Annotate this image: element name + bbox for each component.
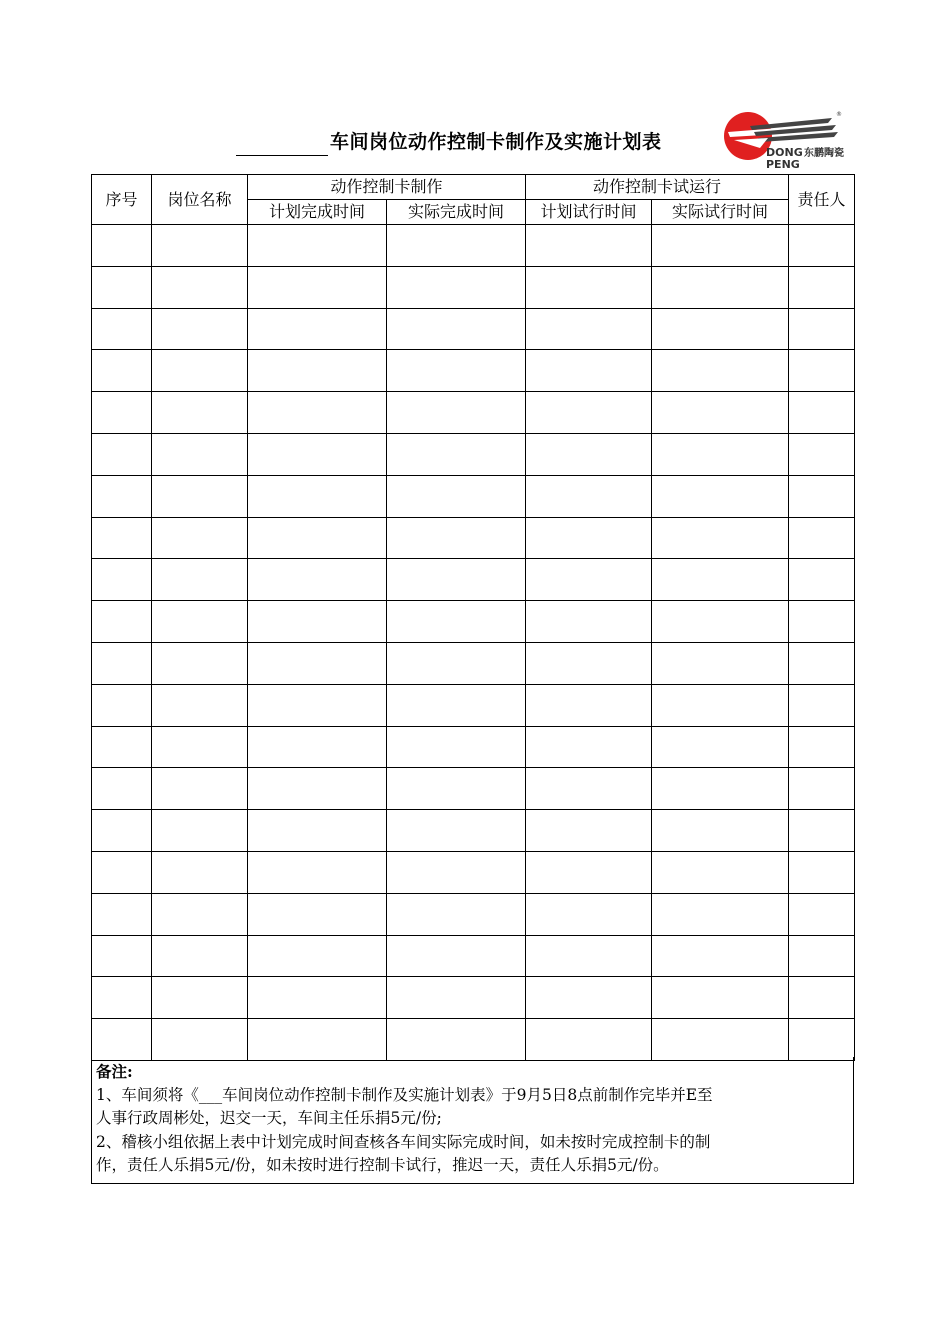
table-cell[interactable]	[789, 225, 855, 267]
table-cell[interactable]	[387, 433, 526, 475]
table-cell[interactable]	[789, 977, 855, 1019]
table-cell[interactable]	[652, 517, 789, 559]
table-cell[interactable]	[789, 935, 855, 977]
table-cell[interactable]	[387, 475, 526, 517]
table-row	[92, 642, 855, 684]
table-cell[interactable]	[789, 266, 855, 308]
table-cell[interactable]	[526, 977, 652, 1019]
table-cell[interactable]	[789, 559, 855, 601]
table-cell[interactable]	[526, 517, 652, 559]
table-cell[interactable]	[652, 266, 789, 308]
table-cell[interactable]	[248, 433, 387, 475]
table-cell[interactable]	[652, 601, 789, 643]
table-cell[interactable]	[152, 601, 248, 643]
table-cell[interactable]	[789, 308, 855, 350]
table-row	[92, 517, 855, 559]
header-card-trial: 动作控制卡试运行	[526, 175, 789, 200]
note-1-line-a: 1、车间须将《___车间岗位动作控制卡制作及实施计划表》于9月5日8点前制作完毕并E至	[96, 1085, 713, 1104]
table-cell[interactable]	[526, 475, 652, 517]
svg-text:®: ®	[836, 111, 842, 118]
table-cell[interactable]	[248, 642, 387, 684]
table-cell[interactable]	[526, 810, 652, 852]
table-cell[interactable]	[387, 601, 526, 643]
table-cell[interactable]	[248, 350, 387, 392]
table-cell[interactable]	[92, 642, 152, 684]
table-cell[interactable]	[92, 810, 152, 852]
table-cell[interactable]	[92, 433, 152, 475]
page-title: 车间岗位动作控制卡制作及实施计划表	[330, 131, 662, 153]
header-owner: 责任人	[789, 175, 855, 225]
table-cell[interactable]	[152, 308, 248, 350]
table-row	[92, 726, 855, 768]
table-cell[interactable]	[92, 601, 152, 643]
table-cell[interactable]	[652, 977, 789, 1019]
table-cell[interactable]	[652, 810, 789, 852]
table-row	[92, 893, 855, 935]
table-cell[interactable]	[526, 684, 652, 726]
table-row	[92, 475, 855, 517]
table-cell[interactable]	[387, 350, 526, 392]
table-cell[interactable]	[92, 475, 152, 517]
table-cell[interactable]	[92, 684, 152, 726]
table-cell[interactable]	[92, 935, 152, 977]
table-cell[interactable]	[152, 225, 248, 267]
table-cell[interactable]	[248, 266, 387, 308]
table-cell[interactable]	[526, 225, 652, 267]
table-cell[interactable]	[789, 684, 855, 726]
table-cell[interactable]	[652, 935, 789, 977]
notes-label: 备注:	[96, 1062, 133, 1081]
table-cell[interactable]	[248, 225, 387, 267]
table-cell[interactable]	[387, 977, 526, 1019]
table-cell[interactable]	[387, 1019, 526, 1061]
table-row	[92, 392, 855, 434]
table-cell[interactable]	[152, 350, 248, 392]
table-cell[interactable]	[92, 768, 152, 810]
header-actual-trial: 实际试行时间	[652, 200, 789, 225]
table-cell[interactable]	[248, 851, 387, 893]
table-cell[interactable]	[248, 392, 387, 434]
table-cell[interactable]	[652, 433, 789, 475]
table-cell[interactable]	[789, 810, 855, 852]
table-row	[92, 977, 855, 1019]
table-cell[interactable]	[92, 726, 152, 768]
table-cell[interactable]	[387, 810, 526, 852]
table-cell[interactable]	[387, 642, 526, 684]
table-cell[interactable]	[789, 433, 855, 475]
table-row	[92, 433, 855, 475]
logo-text-cn: 东鹏陶瓷	[804, 148, 844, 159]
table-cell[interactable]	[652, 475, 789, 517]
table-cell[interactable]	[652, 684, 789, 726]
table-cell[interactable]	[152, 475, 248, 517]
table-cell[interactable]	[248, 559, 387, 601]
table-cell[interactable]	[789, 642, 855, 684]
table-cell[interactable]	[789, 768, 855, 810]
table-cell[interactable]	[248, 308, 387, 350]
table-cell[interactable]	[152, 517, 248, 559]
table-cell[interactable]	[387, 392, 526, 434]
table-cell[interactable]	[92, 266, 152, 308]
table-cell[interactable]	[526, 893, 652, 935]
table-row	[92, 1019, 855, 1061]
table-cell[interactable]	[248, 475, 387, 517]
table-cell[interactable]	[789, 601, 855, 643]
table-cell[interactable]	[248, 726, 387, 768]
table-cell[interactable]	[652, 225, 789, 267]
table-cell[interactable]	[92, 977, 152, 1019]
logo-text-dong: DONG	[766, 146, 803, 159]
title-blank-line[interactable]	[236, 125, 328, 156]
table-cell[interactable]	[387, 559, 526, 601]
table-cell[interactable]	[789, 517, 855, 559]
table-cell[interactable]	[652, 392, 789, 434]
table-row	[92, 559, 855, 601]
dongpeng-logo	[720, 104, 855, 174]
table-cell[interactable]	[92, 350, 152, 392]
table-cell[interactable]	[387, 893, 526, 935]
table-cell[interactable]	[652, 350, 789, 392]
table-cell[interactable]	[789, 475, 855, 517]
table-cell[interactable]	[152, 559, 248, 601]
table-cell[interactable]	[789, 893, 855, 935]
table-cell[interactable]	[387, 726, 526, 768]
table-cell[interactable]	[526, 433, 652, 475]
header-actual-finish: 实际完成时间	[387, 200, 526, 225]
table-cell[interactable]	[387, 308, 526, 350]
table-cell[interactable]	[526, 559, 652, 601]
logo-text-peng: PENG	[766, 158, 800, 171]
table-cell[interactable]	[526, 308, 652, 350]
table-row	[92, 768, 855, 810]
table-cell[interactable]	[92, 225, 152, 267]
table-cell[interactable]	[92, 893, 152, 935]
table-cell[interactable]	[526, 851, 652, 893]
table-cell[interactable]	[152, 935, 248, 977]
table-cell[interactable]	[789, 350, 855, 392]
table-cell[interactable]	[789, 851, 855, 893]
header-card-making: 动作控制卡制作	[248, 175, 526, 200]
table-cell[interactable]	[526, 350, 652, 392]
table-cell[interactable]	[526, 1019, 652, 1061]
table-cell[interactable]	[526, 726, 652, 768]
table-cell[interactable]	[387, 851, 526, 893]
table-cell[interactable]	[526, 266, 652, 308]
table-cell[interactable]	[152, 684, 248, 726]
table-row	[92, 935, 855, 977]
table-cell[interactable]	[92, 517, 152, 559]
table-cell[interactable]	[152, 851, 248, 893]
table-cell[interactable]	[152, 768, 248, 810]
table-row	[92, 266, 855, 308]
plan-table	[91, 174, 855, 1061]
table-cell[interactable]	[248, 768, 387, 810]
page-title-row	[236, 122, 662, 156]
note-2-line-a: 2、稽核小组依据上表中计划完成时间查核各车间实际完成时间，如未按时完成控制卡的制	[96, 1132, 711, 1151]
notes-section	[91, 1057, 854, 1184]
table-cell[interactable]	[152, 392, 248, 434]
table-cell[interactable]	[248, 810, 387, 852]
table-cell[interactable]	[652, 726, 789, 768]
table-cell[interactable]	[92, 392, 152, 434]
table-cell[interactable]	[387, 768, 526, 810]
table-cell[interactable]	[387, 935, 526, 977]
table-row	[92, 308, 855, 350]
table-cell[interactable]	[387, 225, 526, 267]
table-cell[interactable]	[789, 1019, 855, 1061]
table-cell[interactable]	[248, 935, 387, 977]
table-cell[interactable]	[92, 559, 152, 601]
note-2-line-b: 作，责任人乐捐5元/份，如未按时进行控制卡试行，推迟一天，责任人乐捐5元/份。	[96, 1156, 669, 1174]
table-cell[interactable]	[526, 642, 652, 684]
table-cell[interactable]	[387, 684, 526, 726]
table-cell[interactable]	[248, 601, 387, 643]
table-row	[92, 225, 855, 267]
table-cell[interactable]	[152, 893, 248, 935]
table-cell[interactable]	[526, 392, 652, 434]
table-cell[interactable]	[152, 810, 248, 852]
table-cell[interactable]	[789, 726, 855, 768]
table-cell[interactable]	[652, 851, 789, 893]
table-cell[interactable]	[526, 601, 652, 643]
table-cell[interactable]	[248, 1019, 387, 1061]
table-row	[92, 810, 855, 852]
table-cell[interactable]	[652, 559, 789, 601]
table-cell[interactable]	[652, 893, 789, 935]
header-planned-finish: 计划完成时间	[248, 200, 387, 225]
table-cell[interactable]	[652, 308, 789, 350]
table-cell[interactable]	[152, 1019, 248, 1061]
table-cell[interactable]	[152, 642, 248, 684]
table-cell[interactable]	[248, 977, 387, 1019]
header-planned-trial: 计划试行时间	[526, 200, 652, 225]
table-cell[interactable]	[152, 433, 248, 475]
table-cell[interactable]	[152, 266, 248, 308]
table-cell[interactable]	[248, 684, 387, 726]
header-seq: 序号	[92, 175, 152, 225]
table-row	[92, 601, 855, 643]
table-cell[interactable]	[387, 517, 526, 559]
table-cell[interactable]	[92, 1019, 152, 1061]
table-cell[interactable]	[248, 893, 387, 935]
table-cell[interactable]	[652, 768, 789, 810]
table-cell[interactable]	[387, 266, 526, 308]
table-body	[92, 225, 855, 1061]
table-cell[interactable]	[526, 935, 652, 977]
note-1-line-b: 人事行政周彬处，迟交一天，车间主任乐捐5元/份;	[96, 1109, 442, 1127]
table-cell[interactable]	[92, 851, 152, 893]
table-cell[interactable]	[652, 642, 789, 684]
table-row	[92, 350, 855, 392]
table-row	[92, 851, 855, 893]
table-cell[interactable]	[152, 726, 248, 768]
table-cell[interactable]	[526, 768, 652, 810]
header-post-name: 岗位名称	[152, 175, 248, 225]
table-cell[interactable]	[789, 392, 855, 434]
table-cell[interactable]	[92, 308, 152, 350]
table-cell[interactable]	[248, 517, 387, 559]
table-cell[interactable]	[652, 1019, 789, 1061]
table-row	[92, 684, 855, 726]
table-cell[interactable]	[152, 977, 248, 1019]
